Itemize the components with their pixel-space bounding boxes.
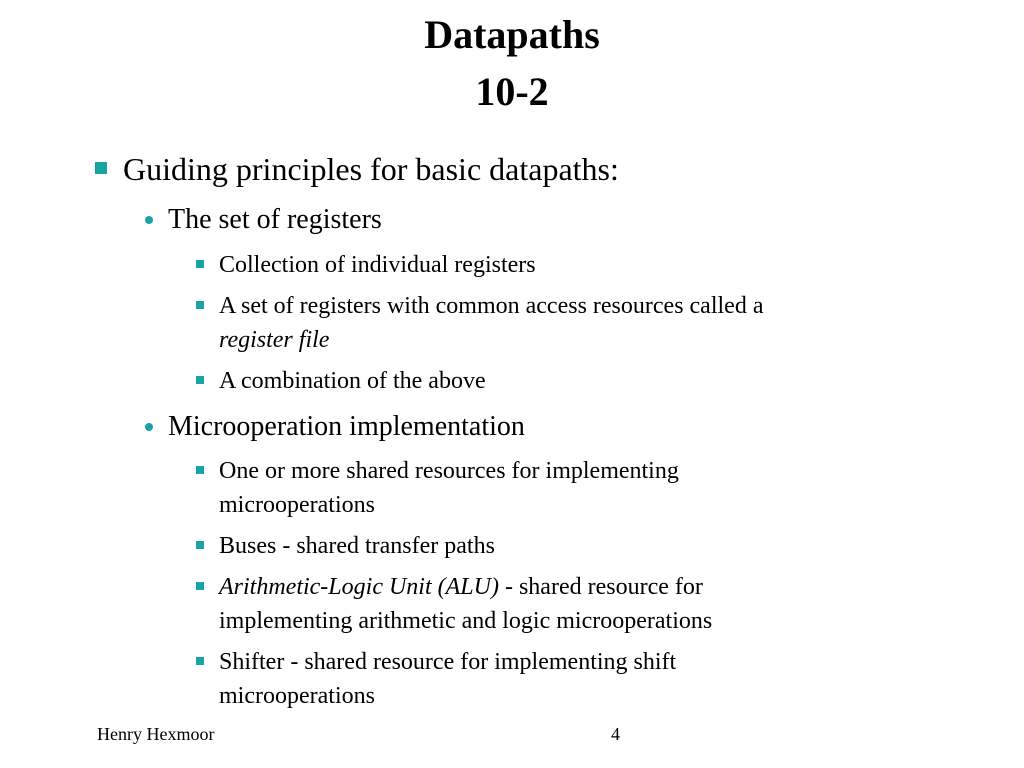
- square-bullet-icon: [196, 301, 204, 309]
- footer-page-number: 4: [611, 724, 620, 744]
- microop-item: Shifter - shared resource for implementing shift: [219, 649, 677, 675]
- microop-item: Buses - shared transfer paths: [219, 533, 495, 559]
- main-bullet-text: Guiding principles for basic datapaths:: [123, 151, 619, 187]
- footer-author: Henry Hexmoor: [97, 724, 215, 744]
- slide-subtitle: 10-2: [475, 69, 549, 114]
- slide-title: Datapaths: [424, 12, 600, 57]
- registers-item: A combination of the above: [219, 368, 486, 394]
- microop-item-continued: microoperations: [219, 683, 375, 709]
- registers-item: Collection of individual registers: [219, 252, 536, 278]
- square-bullet-icon: [196, 260, 204, 268]
- alu-term: Arithmetic-Logic Unit (ALU): [219, 574, 499, 600]
- register-file-italic: register file: [219, 327, 330, 353]
- alu-description: - shared resource for: [498, 574, 703, 600]
- square-bullet-icon: [196, 657, 204, 665]
- round-bullet-icon: [145, 216, 153, 224]
- microop-item: One or more shared resources for implementing: [219, 458, 679, 484]
- registers-item: A set of registers with common access resources called a: [219, 293, 764, 319]
- square-bullet-icon: [196, 466, 204, 474]
- register-file-term: [219, 323, 329, 357]
- square-bullet-icon: [196, 541, 204, 549]
- registers-heading: The set of registers: [168, 204, 382, 235]
- microop-item-continued: implementing arithmetic and logic microoperations: [219, 608, 713, 634]
- square-bullet-icon: [196, 376, 204, 384]
- square-bullet-icon: [95, 162, 107, 174]
- square-bullet-icon: [196, 582, 204, 590]
- round-bullet-icon: [145, 423, 153, 431]
- microop-heading: Microoperation implementation: [168, 411, 525, 442]
- microop-item-continued: microoperations: [219, 492, 375, 518]
- microop-item: [219, 570, 703, 604]
